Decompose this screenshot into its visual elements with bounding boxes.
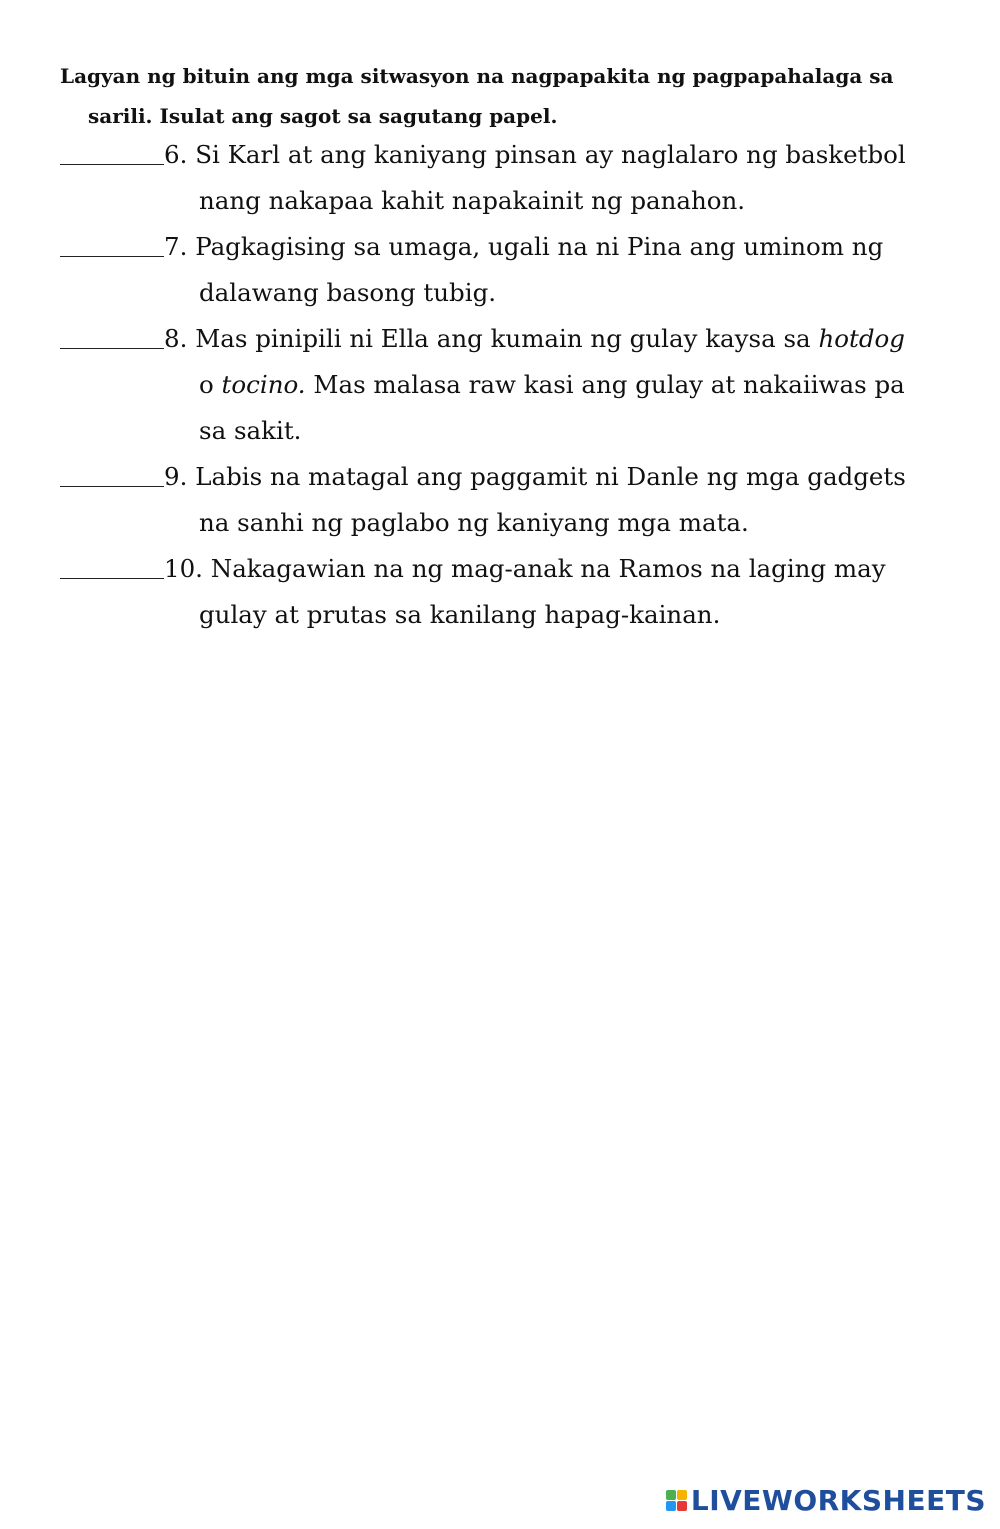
question-text-line: Pagkagising sa umaga, ugali na ni Pina ang uminom ng <box>195 232 884 261</box>
question-item-7 <box>60 224 960 316</box>
instructions <box>60 56 950 136</box>
instructions-line-1: Lagyan ng bituin ang mga sitwasyon na nagpapakita ng pagpapahalaga sa <box>60 64 894 88</box>
answer-blank-7[interactable] <box>60 226 164 257</box>
question-number: 10. <box>164 554 203 583</box>
question-text-segment: Mas malasa raw kasi ang gulay at nakaiiwas pa <box>305 370 905 399</box>
answer-blank-10[interactable] <box>60 548 164 579</box>
question-item-6 <box>60 132 960 224</box>
answer-blank-9[interactable] <box>60 456 164 487</box>
question-text-line: dalawang basong tubig. <box>199 278 497 307</box>
liveworksheets-logo-icon <box>666 1490 687 1511</box>
logo-text: LIVEWORKSHEETS <box>690 1484 986 1517</box>
question-text-segment: o <box>199 370 222 399</box>
question-text-line: sa sakit. <box>199 416 302 445</box>
question-number: 7. <box>164 232 188 261</box>
question-text-line <box>60 362 960 408</box>
question-text-line: Labis na matagal ang paggamit ni Danle ng mga gadgets <box>195 462 906 491</box>
answer-blank-6[interactable] <box>60 134 164 165</box>
question-number: 8. <box>164 324 188 353</box>
question-text-line: Mas pinipili ni Ella ang kumain ng gulay kaysa sa <box>195 324 819 353</box>
question-text-line: na sanhi ng paglabo ng kaniyang mga mata. <box>199 508 749 537</box>
question-text-line: nang nakapaa kahit napakainit ng panahon. <box>199 186 746 215</box>
question-number: 6. <box>164 140 188 169</box>
instructions-line-2: sarili. Isulat ang sagot sa sagutang papel. <box>88 104 558 128</box>
question-item-9 <box>60 454 960 546</box>
question-item-8 <box>60 316 960 454</box>
question-text-line: Nakagawian na ng mag-anak na Ramos na laging may <box>210 554 886 583</box>
question-text-italic: hotdog <box>818 324 905 353</box>
question-item-10 <box>60 546 960 638</box>
question-text-line: Si Karl at ang kaniyang pinsan ay naglalaro ng basketbol <box>195 140 906 169</box>
question-text-line: gulay at prutas sa kanilang hapag-kainan. <box>199 600 721 629</box>
question-list <box>60 132 960 638</box>
answer-blank-8[interactable] <box>60 318 164 349</box>
question-number: 9. <box>164 462 188 491</box>
question-text-italic: tocino. <box>221 370 306 399</box>
liveworksheets-logo[interactable] <box>666 1484 986 1517</box>
